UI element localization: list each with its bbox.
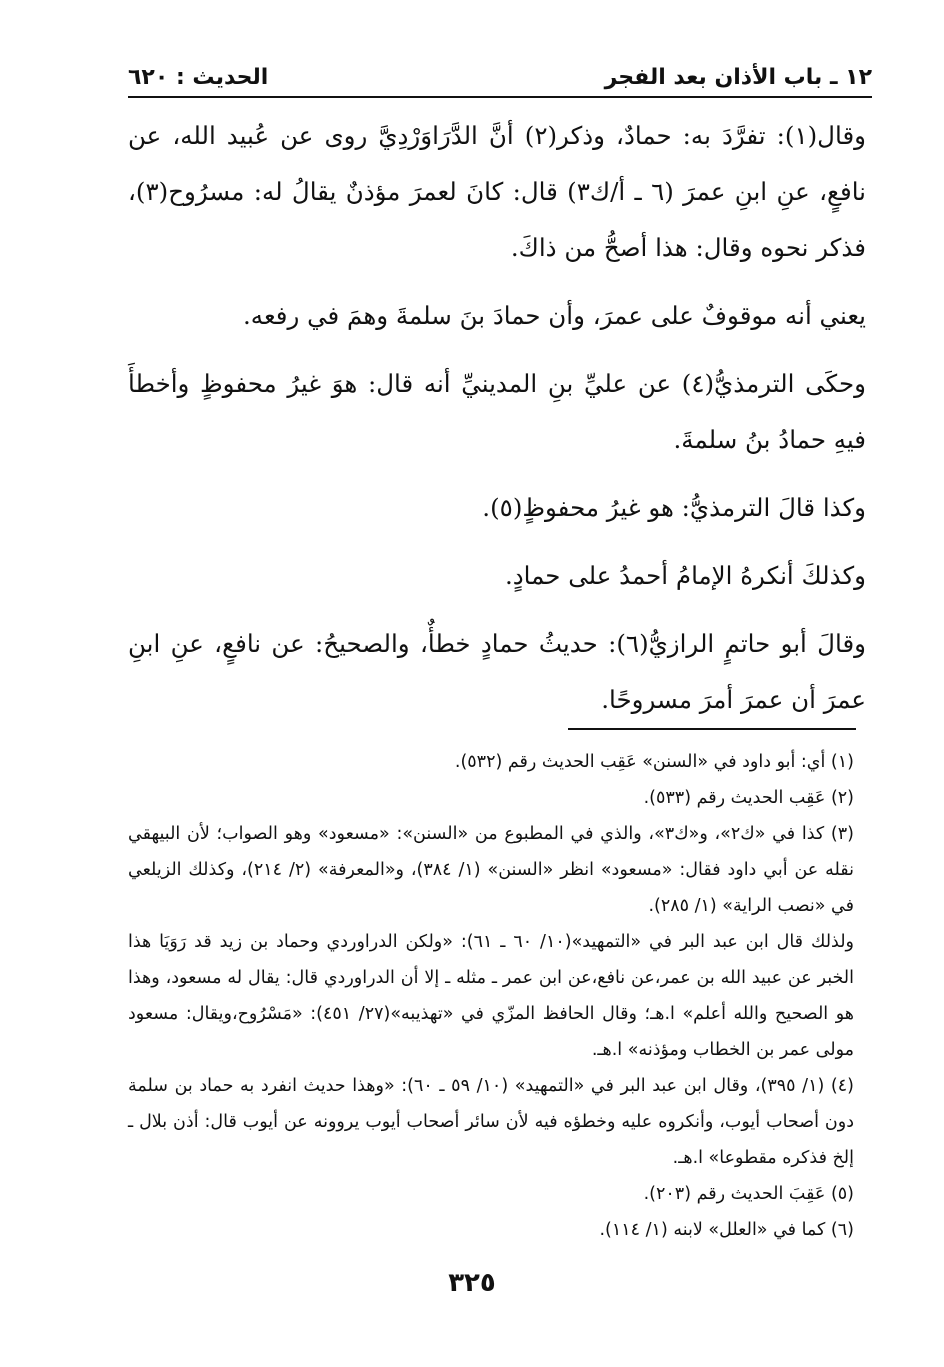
hadith-reference: الحديث : ٦٢٠ <box>128 64 269 90</box>
running-header <box>128 60 872 94</box>
paragraph-1: وقال(١): تفرَّدَ به: حمادٌ، وذكر(٢) أنَّ الدَّرَاوَرْدِيَّ روى عن عُبيد الله، عن نافعٍ، عنِ ابنِ عمرَ (٦ ـ أ/ك٣) قال: كانَ لعمرَ مؤذنٌ يقالُ له: مسرُوح(٣)، فذكر نحوه وقال: هذا أصحُّ من ذاكَ. <box>128 121 867 262</box>
paragraph-4: وكذا قالَ الترمذيُّ: هو غيرُ محفوظٍ(٥). <box>482 493 866 522</box>
footnotes <box>128 744 854 1248</box>
chapter-title: ١٢ ـ باب الأذان بعد الفجر <box>604 64 872 90</box>
footnote-3: (٣) كذا في «ك٢»، و«ك٣»، والذي في المطبوع من «السنن»: «مسعود» وهو الصواب؛ لأن البيهقي نقله عن أبي داود فقال: «مسعود» انظر «السنن» (١/ ٣٨٤)، و«المعرفة» (٢/ ٢١٤)، وكذلك الزيلعي في «نصب الراية» (١/ ٢٨٥). <box>128 824 854 916</box>
paragraph-3: وحكَى الترمذيُّ(٤) عن عليِّ بنِ المدينيِّ أنه قال: هوَ غيرُ محفوظٍ وأخطأَ فيهِ حمادُ بنُ سلمةَ. <box>128 369 866 454</box>
paragraph-5: وكذلكَ أنكرهُ الإمامُ أحمدُ على حمادٍ. <box>504 561 866 590</box>
footnote-2: (٢) عَقِب الحديث رقم (٥٣٣). <box>643 788 854 808</box>
footnote-3-continued: ولذلك قال ابن عبد البر في «التمهيد»(١٠/ ٦٠ ـ ٦١): «ولكن الدراوردي وحماد بن زيد قد رَوَيَا هذا الخبر عن عبيد الله بن عمر،عن نافع،عن ابن عمر ـ مثله ـ إلا أن الدراوردي قال: يقال له مسعود، وهذا هو الصحيح والله أعلم» ا.هـ؛ وقال الحافظ المزّي في «تهذيبه»(٢٧/ ٤٥١): «مَسْرُوح،ويقال: مسعود مولى عمر بن الخطاب ومؤذنه» ا.هـ. <box>128 932 854 1060</box>
footnote-4: (٤) (١/ ٣٩٥)، وقال ابن عبد البر في «التمهيد» (١٠/ ٥٩ ـ ٦٠): «وهذا حديث انفرد به حماد بن سلمة دون أصحاب أيوب، وأنكروه عليه وخطؤه فيه لأن سائر أصحاب أيوب يروونه عن أيوب قال: أذن بلال ـ إلخ فذكره مقطوعا» ا.هـ. <box>128 1076 854 1168</box>
footnote-divider <box>568 728 856 730</box>
page-number: ٣٢٥ <box>448 1268 496 1298</box>
footnote-6: (٦) كما في «العلل» لابنه (١/ ١١٤). <box>599 1220 854 1240</box>
main-text <box>128 108 866 740</box>
header-divider <box>128 96 872 98</box>
paragraph-6: وقالَ أبو حاتمٍ الرازيُّ(٦): حديثُ حمادٍ خطأٌ، والصحيحُ: عن نافعٍ، عنِ ابنِ عمرَ أن عمرَ أمرَ مسروحًا. <box>128 629 866 714</box>
footnote-1: (١) أي: أبو داود في «السنن» عَقِب الحديث رقم (٥٣٢). <box>454 752 854 772</box>
paragraph-2: يعني أنه موقوفٌ على عمرَ، وأن حمادَ بنَ سلمةَ وهمَ في رفعه. <box>243 301 866 330</box>
footnote-5: (٥) عَقِبَ الحديث رقم (٢٠٣). <box>643 1184 854 1204</box>
